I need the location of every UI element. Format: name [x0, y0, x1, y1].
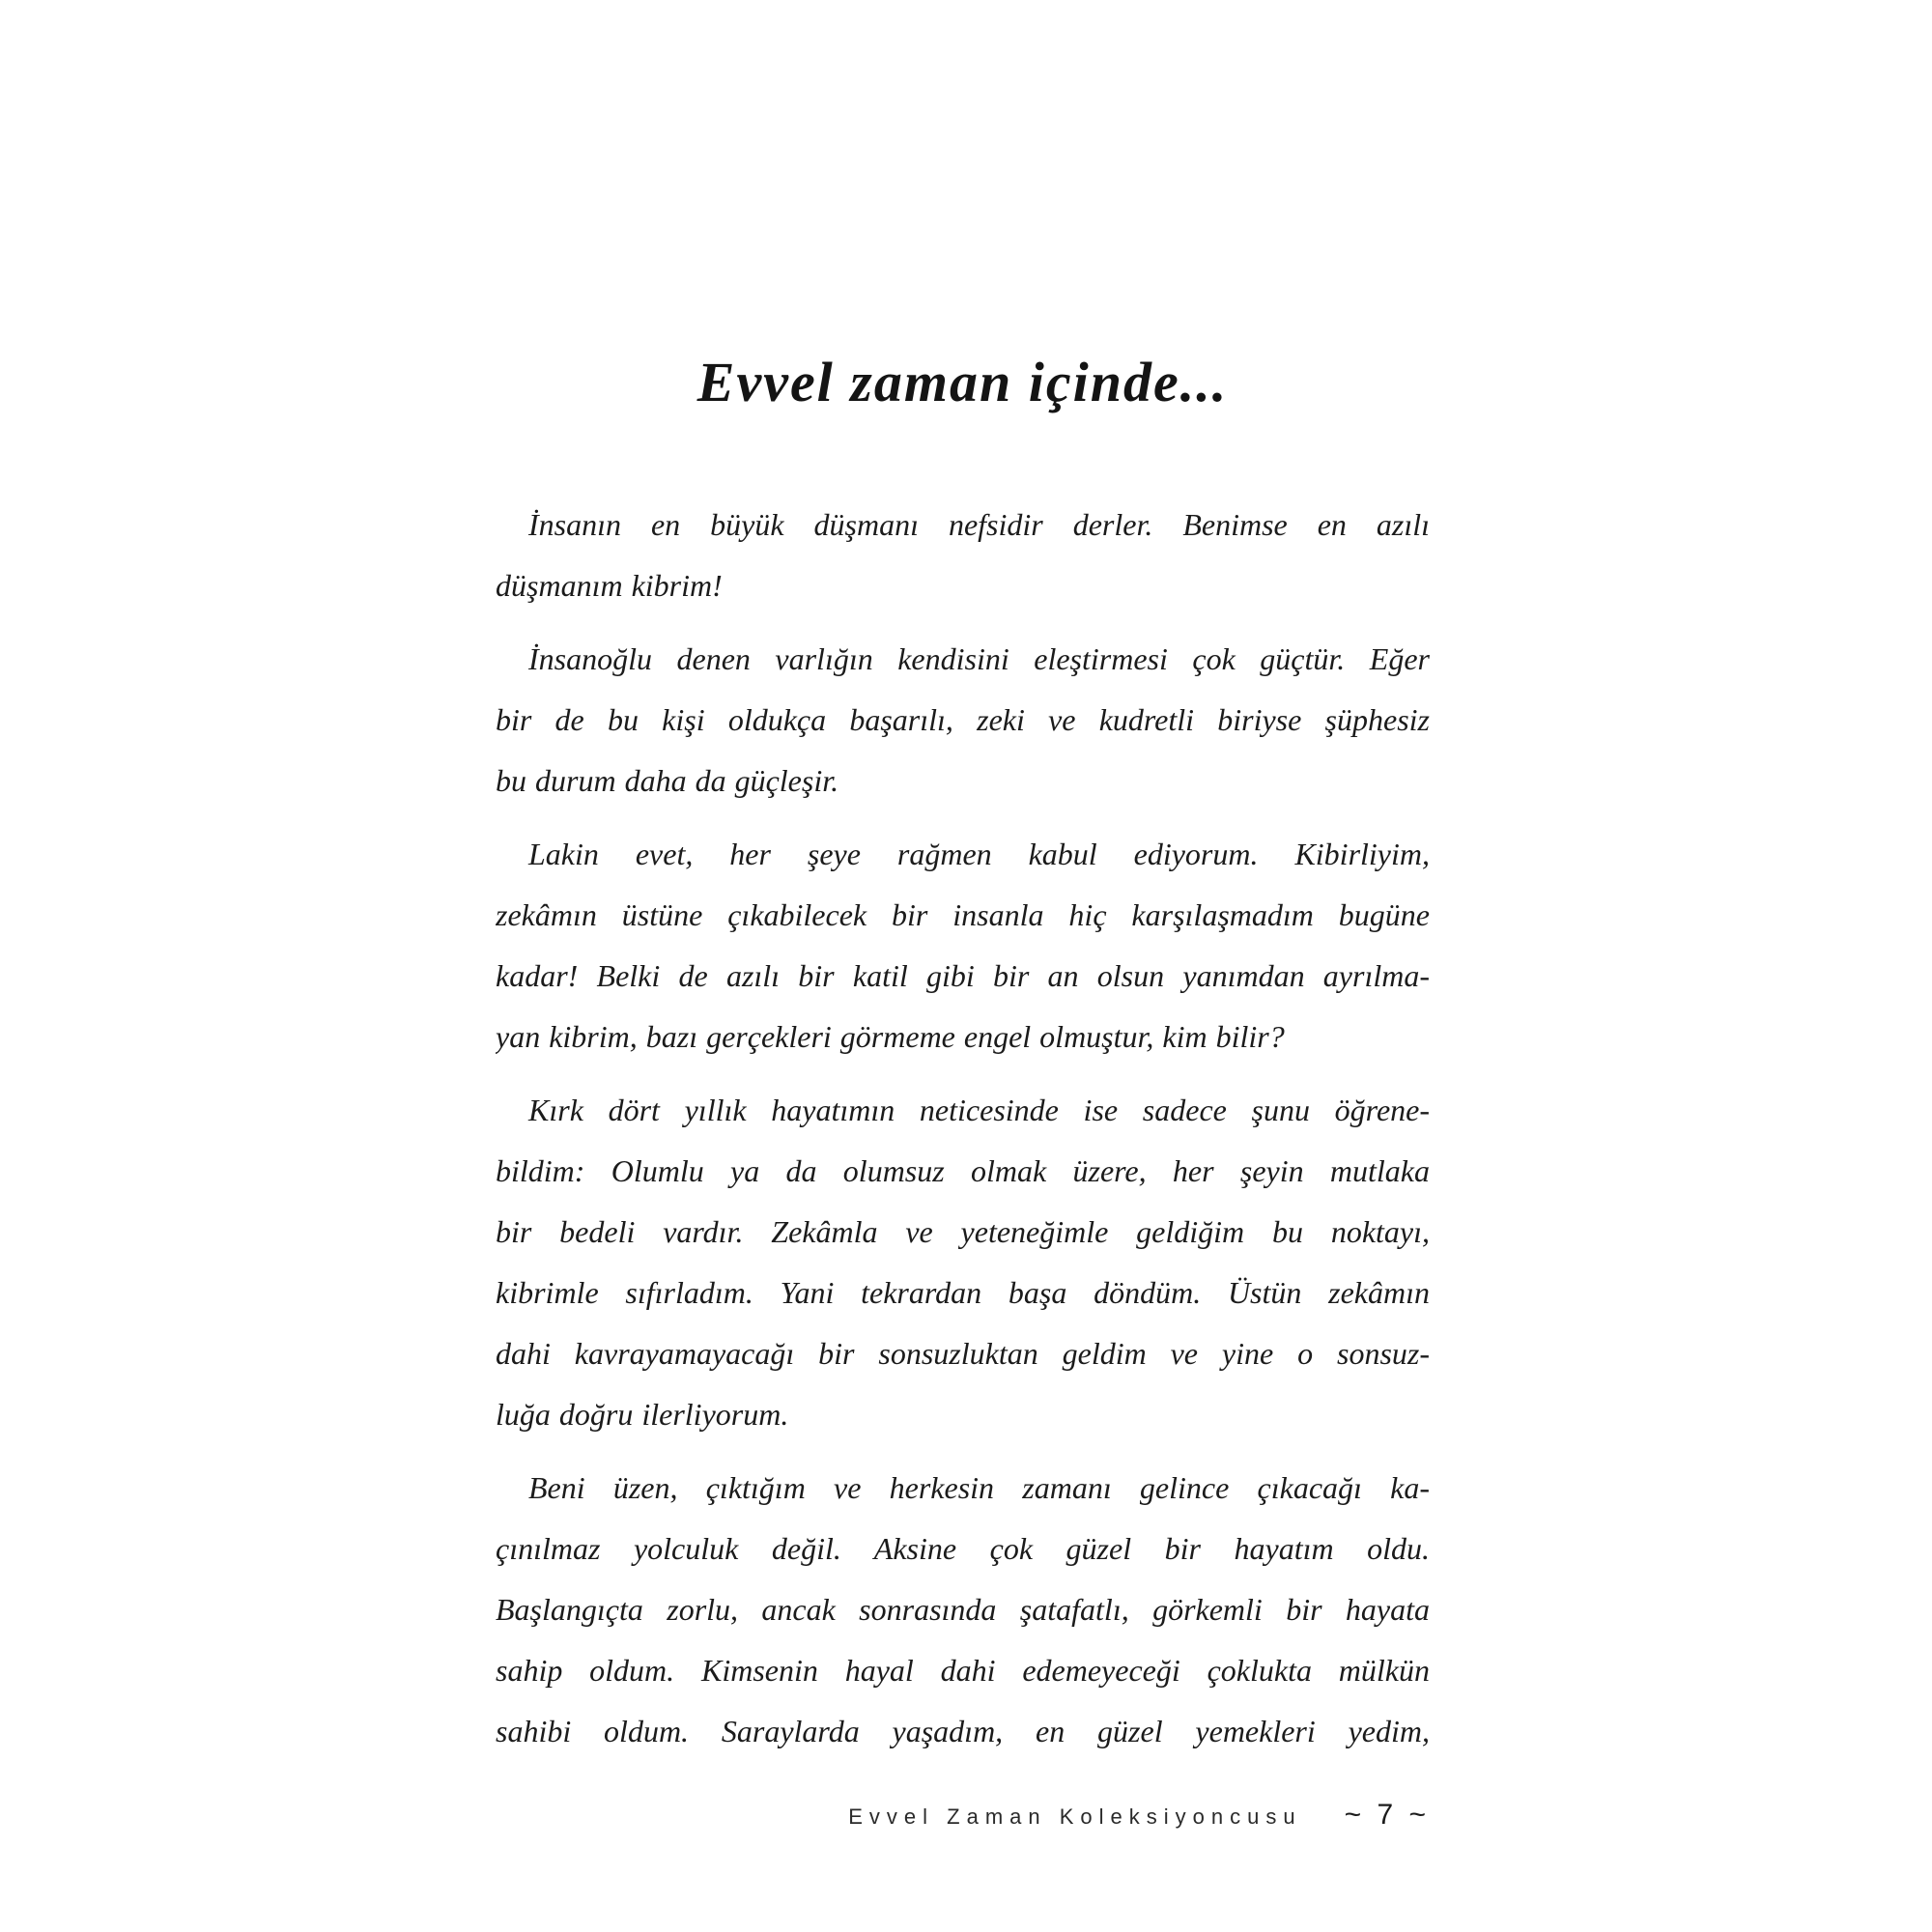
text-line: zekâmın üstüne çıkabilecek bir insanla hiç karşılaşmadım bugüne [496, 897, 1430, 932]
text-line: bildim: Olumlu ya da olumsuz olmak üzere, her şeyin mutlaka [496, 1153, 1430, 1188]
text-line: İnsanoğlu denen varlığın kendisini eleştirmesi çok güçtür. Eğer [528, 641, 1430, 676]
paragraph [496, 629, 1430, 811]
running-book-title: Evvel Zaman Koleksiyoncusu [848, 1804, 1302, 1829]
paragraph [496, 1080, 1430, 1445]
paragraph [496, 824, 1430, 1067]
text-line: Kırk dört yıllık hayatımın neticesinde ise sadece şunu öğrene- [528, 1093, 1430, 1127]
text-line: Beni üzen, çıktığım ve herkesin zamanı gelince çıkacağı ka- [528, 1470, 1430, 1505]
text-line: kibrimle sıfırladım. Yani tekrardan başa döndüm. Üstün zekâmın [496, 1275, 1430, 1310]
paragraph [496, 495, 1430, 616]
text-line: düşmanım kibrim! [496, 568, 723, 603]
paragraph [496, 1458, 1430, 1762]
page-footer [848, 1799, 1430, 1832]
text-line: Lakin evet, her şeye rağmen kabul ediyorum. Kibirliyim, [528, 837, 1430, 871]
text-line: dahi kavrayamayacağı bir sonsuzluktan geldim ve yine o sonsuz- [496, 1336, 1430, 1371]
text-line: sahibi oldum. Saraylarda yaşadım, en güzel yemekleri yedim, [496, 1714, 1430, 1748]
text-line: bir de bu kişi oldukça başarılı, zeki ve kudretli biriyse şüphesiz [496, 702, 1430, 737]
text-line: yan kibrim, bazı gerçekleri görmeme engel olmuştur, kim bilir? [496, 1019, 1285, 1054]
text-line: bir bedeli vardır. Zekâmla ve yeteneğimle geldiğim bu noktayı, [496, 1214, 1430, 1249]
text-line: İnsanın en büyük düşmanı nefsidir derler. Benimse en azılı [528, 507, 1430, 542]
page-number-marker: ~ 7 ~ [1344, 1799, 1430, 1831]
text-line: sahip oldum. Kimsenin hayal dahi edemeyeceği çoklukta mülkün [496, 1653, 1430, 1688]
text-line: kadar! Belki de azılı bir katil gibi bir an olsun yanımdan ayrılma- [496, 958, 1430, 993]
text-line: Başlangıçta zorlu, ancak sonrasında şatafatlı, görkemli bir hayata [496, 1592, 1430, 1627]
text-line: çınılmaz yolculuk değil. Aksine çok güzel bir hayatım oldu. [496, 1531, 1430, 1566]
text-line: bu durum daha da güçleşir. [496, 763, 839, 798]
text-line: luğa doğru ilerliyorum. [496, 1397, 789, 1432]
chapter-title: Evvel zaman içinde... [696, 351, 1229, 413]
body-text [496, 495, 1430, 1775]
